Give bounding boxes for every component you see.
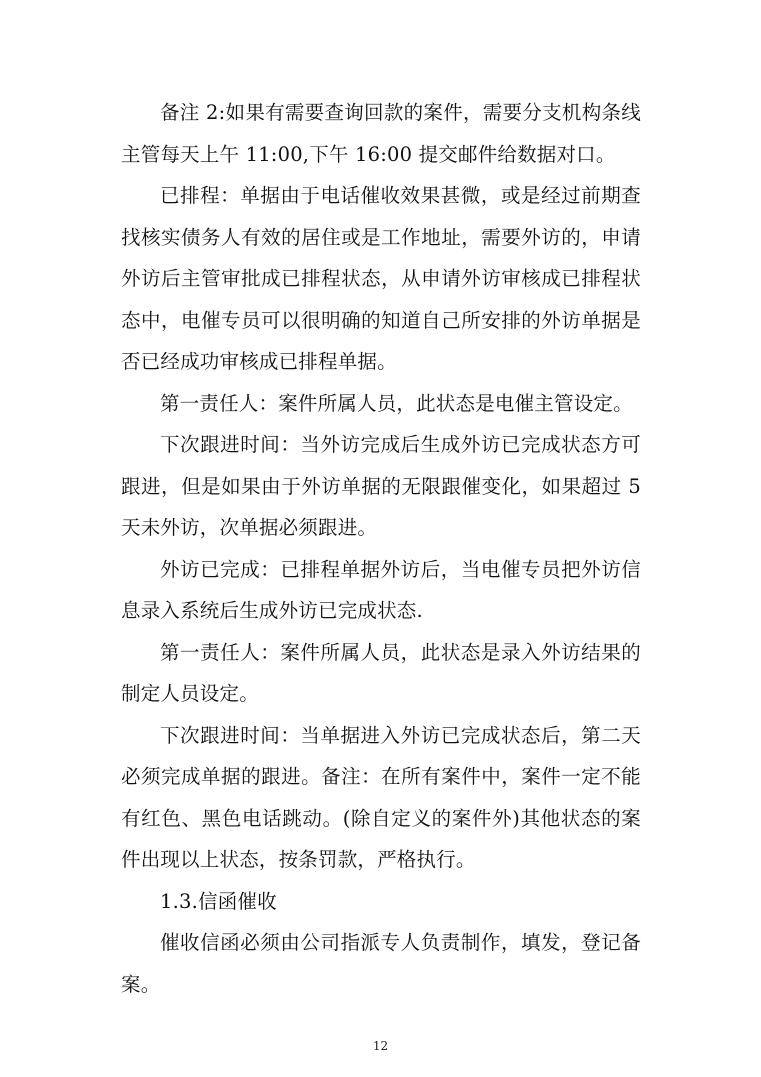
paragraph-scheduled: 已排程：单据由于电话催收效果甚微，或是经过前期查找核实债务人有效的居住或是工作地址，需要外访的，申请外访后主管审批成已排程状态，从申请外访审核成已排程状态中，电催专员可以很明确的知道自己所安排的外访单据是否已经成功审核成已排程单据。 — [121, 184, 641, 373]
paragraph-responsible-1: 第一责任人：案件所属人员，此状态是电催主管设定。 — [160, 391, 633, 415]
body-text — [121, 92, 641, 1005]
paragraph-next-followup-2: 下次跟进时间：当单据进入外访已完成状态后，第二天必须完成单据的跟进。备注：在所有案件中，案件一定不能有红色、黑色电话跳动。(除自定义的案件外)其他状态的案件出现以上状态，按条罚款，严格执行。 — [121, 723, 641, 871]
paragraph-next-followup-1: 下次跟进时间：当外访完成后生成外访已完成状态方可跟进，但是如果由于外访单据的无限跟催变化，如果超过 5 天未外访，次单据必须跟进。 — [121, 433, 641, 539]
page-number: 12 — [372, 1039, 389, 1053]
paragraph-visit-completed: 外访已完成：已排程单据外访后，当电催专员把外访信息录入系统后生成外访已完成状态. — [121, 557, 641, 622]
paragraph-responsible-2: 第一责任人：案件所属人员，此状态是录入外访结果的制定人员设定。 — [121, 640, 641, 705]
section-heading-letter-collection: 1.3.信函催收 — [160, 889, 277, 913]
paragraph-letter-collection: 催收信函必须由公司指派专人负责制作，填发，登记备案。 — [121, 931, 641, 996]
paragraph-note-2: 备注 2:如果有需要查询回款的案件，需要分支机构条线主管每天上午 11:00,下午 16:00 提交邮件给数据对口。 — [121, 101, 641, 166]
